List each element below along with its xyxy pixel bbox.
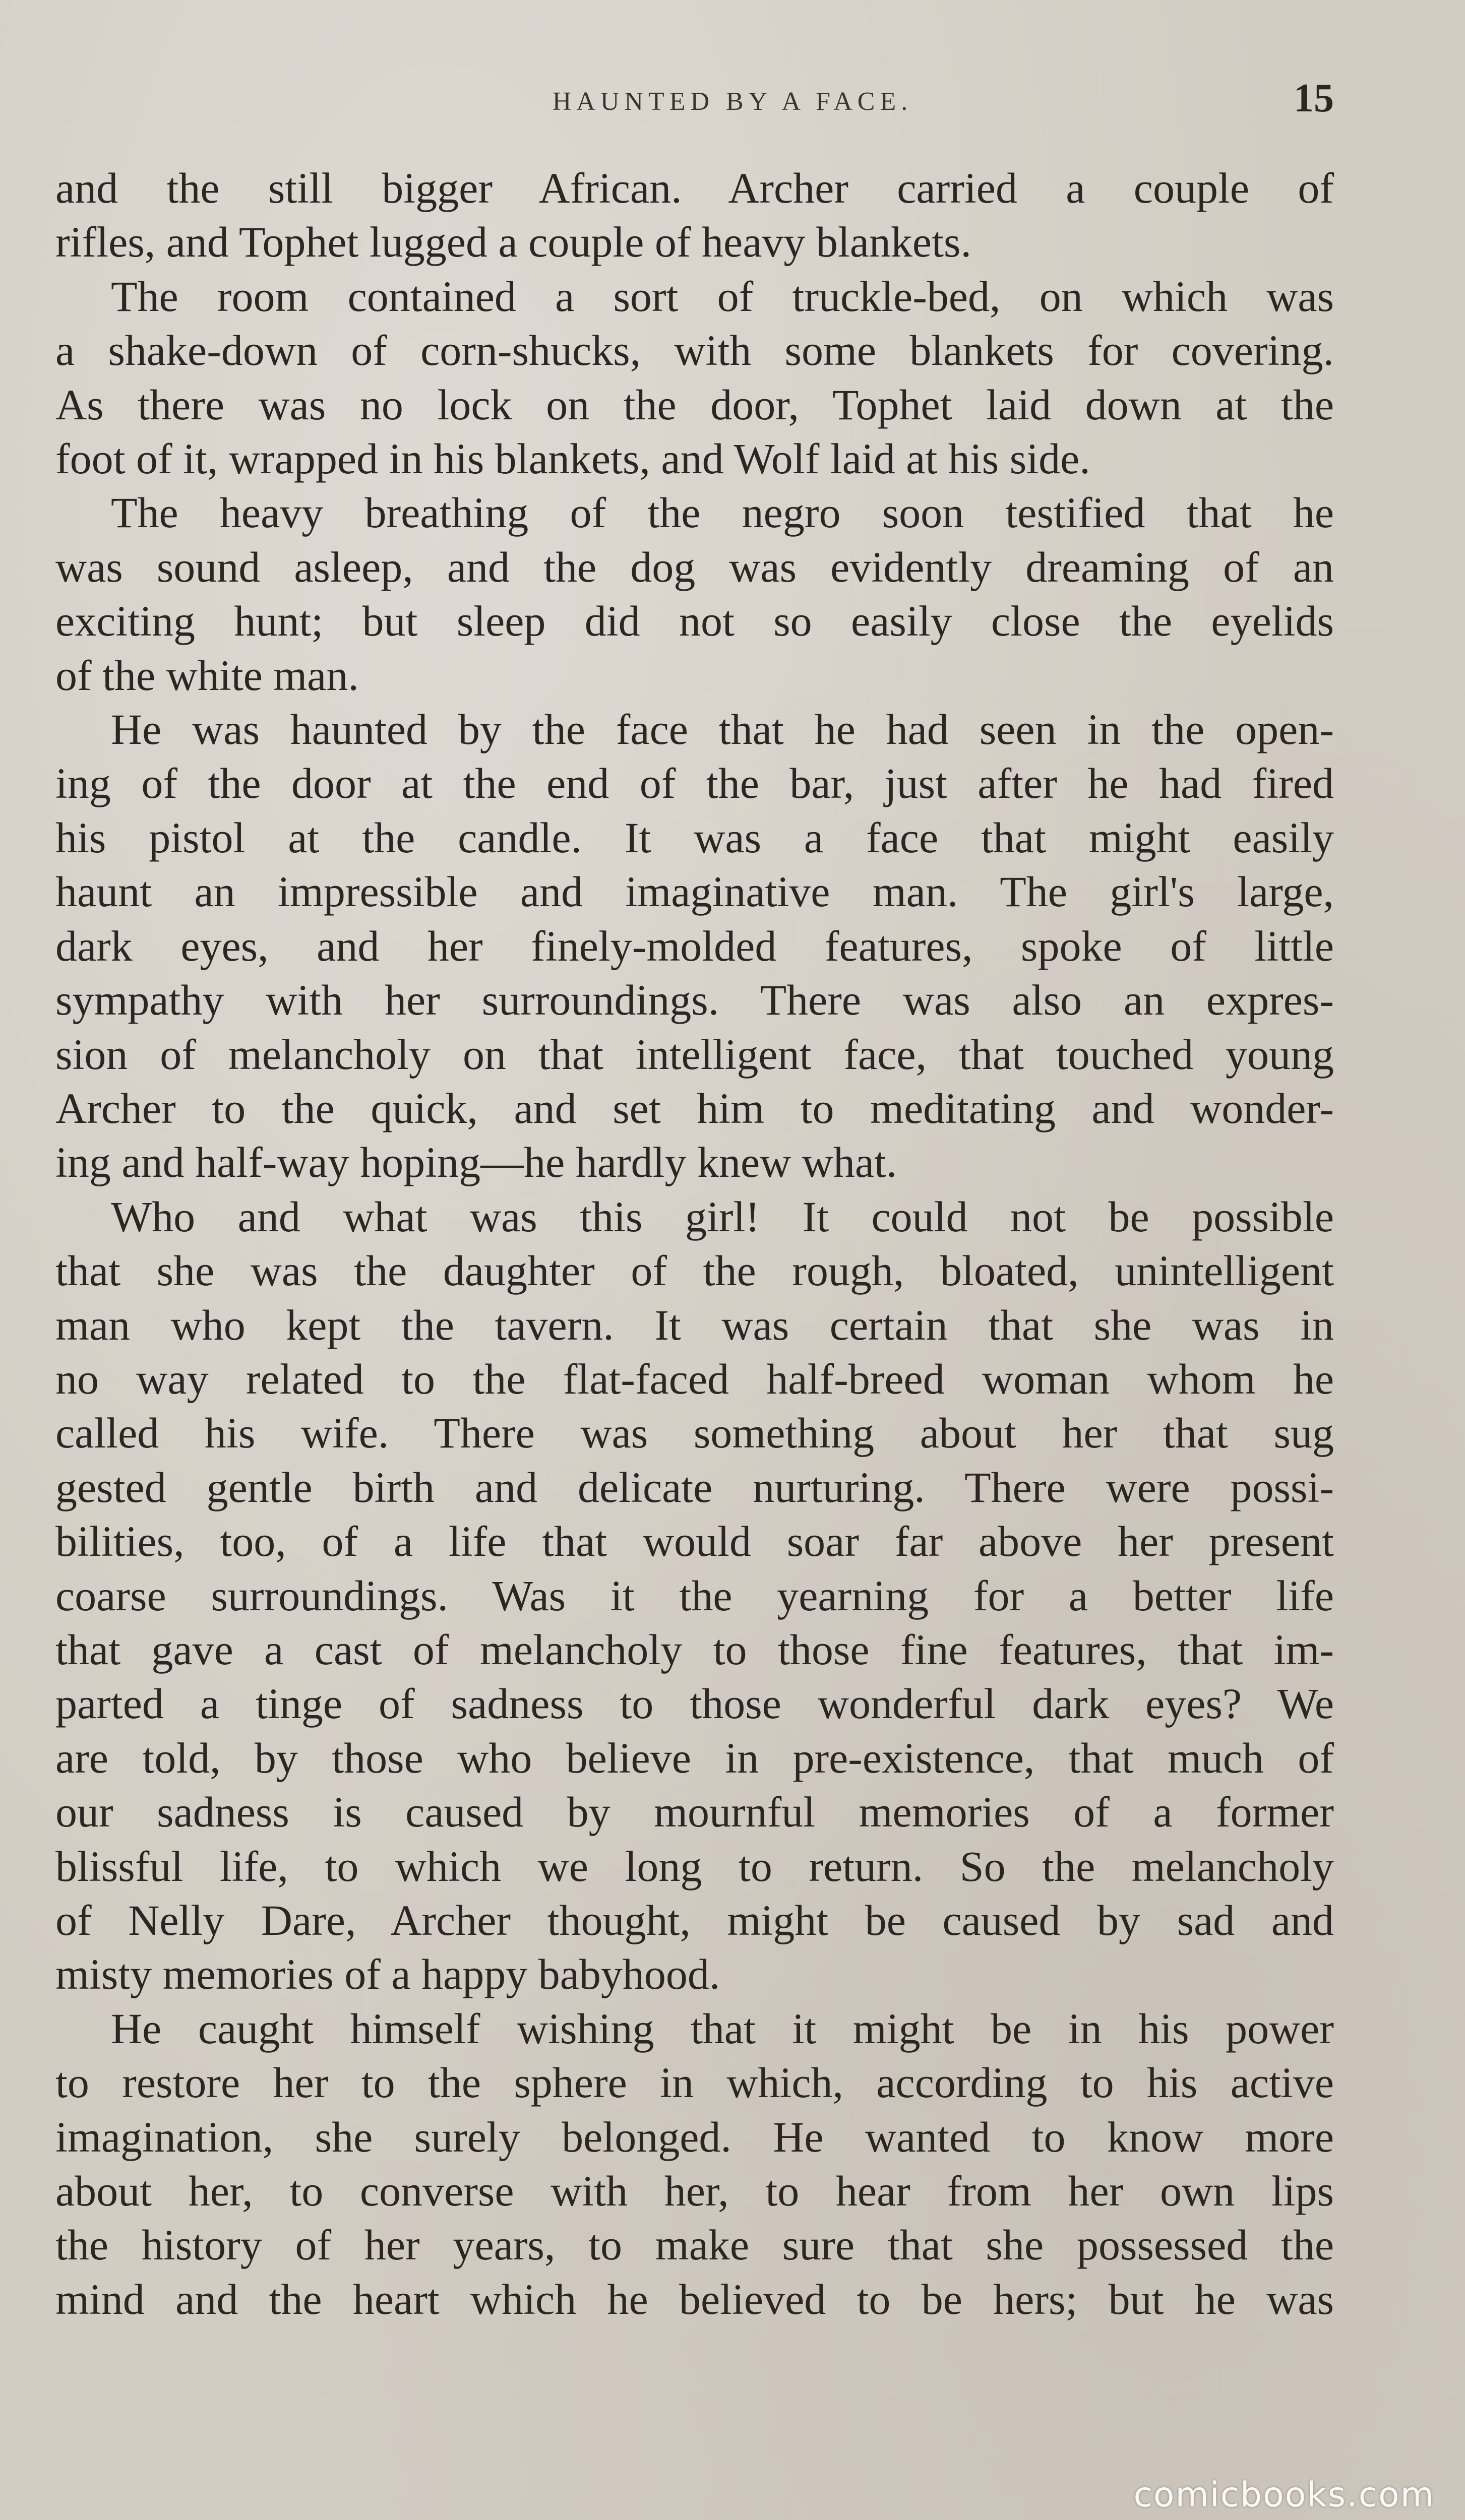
text-line: imagination, she surely belonged. He wanted to know more — [55, 2112, 1334, 2161]
text-line: ing of the door at the end of the bar, just after he had fired — [55, 759, 1334, 808]
text-line: coarse surroundings. Was it the yearning for a better life — [55, 1571, 1334, 1620]
text-line: He caught himself wishing that it might be in his power — [111, 2004, 1334, 2053]
text-line: The heavy breathing of the negro soon testified that he — [111, 488, 1334, 537]
text-line: parted a tinge of sadness to those wonderful dark eyes? We — [55, 1679, 1334, 1728]
text-line: and the still bigger African. Archer carried a couple of — [55, 164, 1334, 212]
text-line: our sadness is caused by mournful memories of a former — [55, 1788, 1334, 1837]
text-line: are told, by those who believe in pre-existence, that much of — [55, 1733, 1334, 1782]
watermark-logo: comicbooks.com — [1133, 2475, 1435, 2515]
paragraph — [55, 1190, 1334, 2002]
body-text — [55, 161, 1334, 2326]
paragraph — [55, 2002, 1334, 2326]
text-line: no way related to the flat-faced half-breed woman whom he — [55, 1354, 1334, 1403]
text-line: that she was the daughter of the rough, bloated, unintelligent — [55, 1246, 1334, 1295]
text-line: sion of melancholy on that intelligent face, that touched young — [55, 1030, 1334, 1079]
text-line: his pistol at the candle. It was a face that might easily — [55, 813, 1334, 862]
text-line: a shake-down of corn-shucks, with some blankets for covering. — [55, 326, 1334, 375]
page-header — [0, 76, 1465, 121]
text-line: ing and half-way hoping—he hardly knew what. — [55, 1138, 897, 1187]
text-line: He was haunted by the face that he had seen in the open- — [111, 705, 1334, 754]
paragraph — [55, 703, 1334, 1190]
text-line: bilities, too, of a life that would soar far above her present — [55, 1517, 1334, 1566]
paragraph — [55, 486, 1334, 703]
text-line: blissful life, to which we long to return. So the melancholy — [55, 1842, 1334, 1891]
text-line: that gave a cast of melancholy to those fine features, that im- — [55, 1625, 1334, 1674]
text-line: misty memories of a happy babyhood. — [55, 1950, 720, 1999]
text-line: dark eyes, and her finely-molded features, spoke of little — [55, 921, 1334, 970]
text-line: rifles, and Tophet lugged a couple of heavy blankets. — [55, 218, 971, 267]
page-number: 15 — [1294, 76, 1334, 120]
running-head: HAUNTED BY A FACE. — [552, 87, 913, 116]
text-line: to restore her to the sphere in which, according to his active — [55, 2058, 1334, 2107]
text-line: The room contained a sort of truckle-bed, on which was — [111, 272, 1334, 321]
text-line: haunt an impressible and imaginative man. The girl's large, — [55, 867, 1334, 916]
text-line: was sound asleep, and the dog was evidently dreaming of an — [55, 542, 1334, 591]
paragraph — [55, 270, 1334, 486]
text-line: sympathy with her surroundings. There was also an expres- — [55, 976, 1334, 1025]
paragraph — [55, 161, 1334, 270]
text-line: of the white man. — [55, 651, 359, 700]
text-line: Who and what was this girl! It could not be possible — [111, 1192, 1334, 1241]
text-line: about her, to converse with her, to hear from her own lips — [55, 2167, 1334, 2216]
text-line: As there was no lock on the door, Tophet laid down at the — [55, 380, 1334, 429]
text-line: called his wife. There was something about her that sug — [55, 1409, 1334, 1458]
text-line: Archer to the quick, and set him to meditating and wonder- — [55, 1084, 1334, 1132]
text-line: gested gentle birth and delicate nurturing. There were possi- — [55, 1463, 1334, 1511]
text-line: foot of it, wrapped in his blankets, and Wolf laid at his side. — [55, 434, 1090, 483]
text-line: man who kept the tavern. It was certain that she was in — [55, 1300, 1334, 1349]
text-line: of Nelly Dare, Archer thought, might be caused by sad and — [55, 1896, 1334, 1944]
text-line: mind and the heart which he believed to be hers; but he was — [55, 2275, 1334, 2323]
text-line: the history of her years, to make sure that she possessed the — [55, 2221, 1334, 2270]
text-line: exciting hunt; but sleep did not so easily close the eyelids — [55, 597, 1334, 646]
